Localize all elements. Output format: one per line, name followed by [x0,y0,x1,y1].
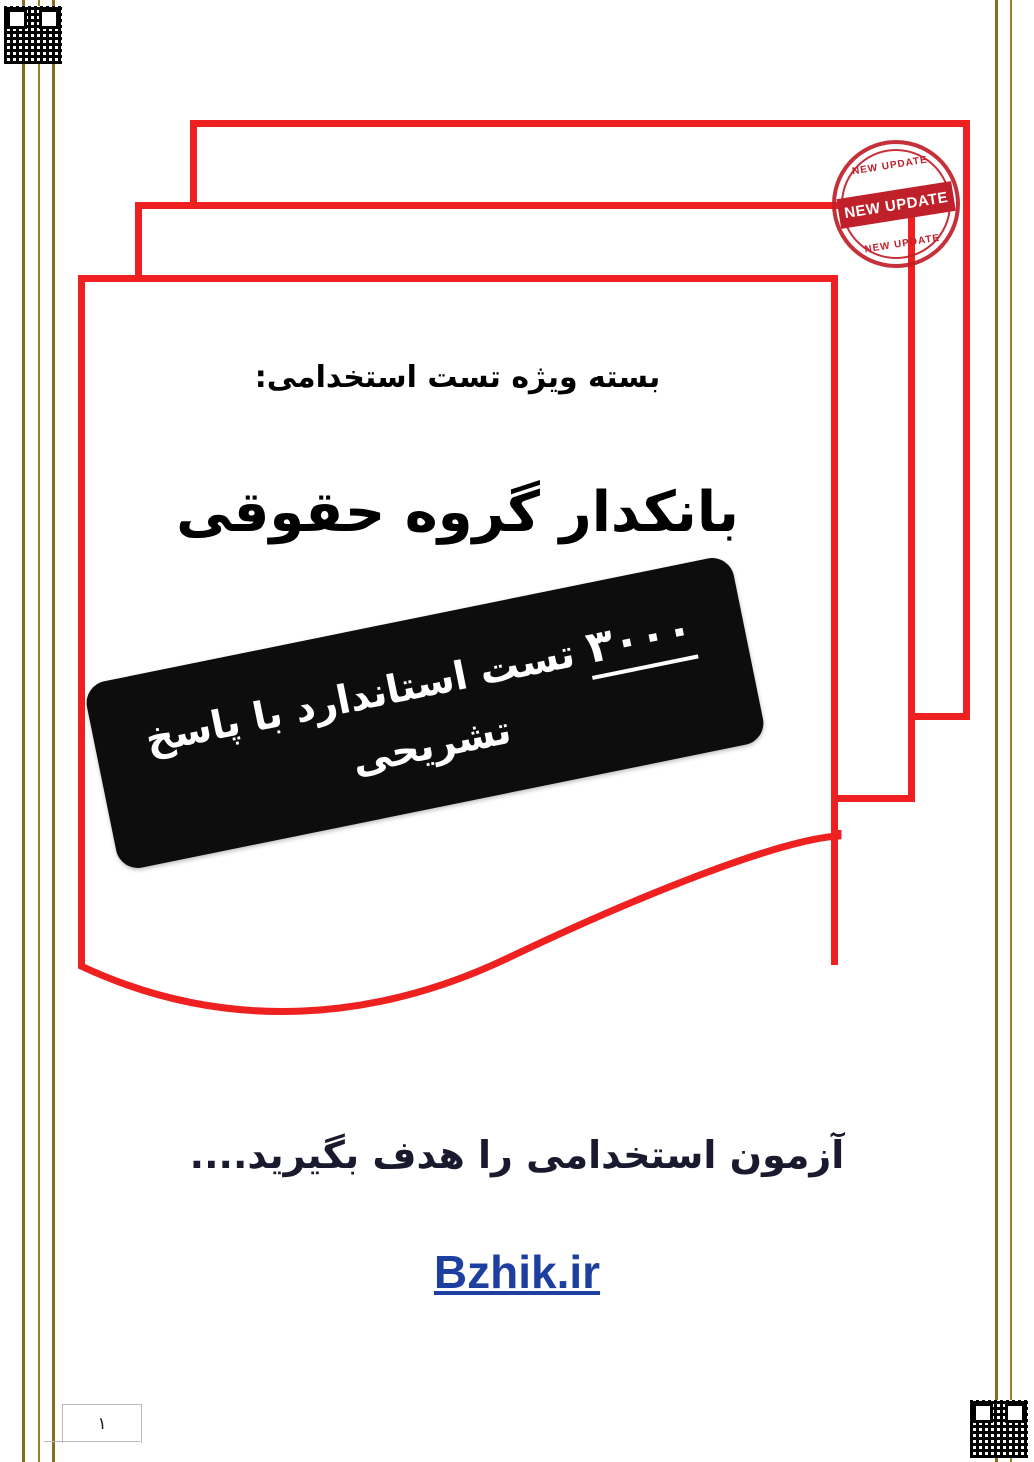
package-subtitle: بسته ویژه تست استخدامی: [254,360,661,395]
left-border-rule-3 [52,0,55,1462]
new-update-stamp-icon [823,131,969,277]
right-border-rule-1 [995,0,998,1462]
left-border-rule-2 [38,0,40,1462]
website-link[interactable]: Bzhik.ir [433,1246,601,1298]
page-number-rule [44,1441,140,1442]
stamp-arc-bottom-text: NEW UPDATE [863,232,941,256]
stamp-bar-text: NEW UPDATE [837,181,956,229]
qr-code-icon [970,1400,1028,1458]
page-number: ۱ [62,1404,142,1443]
stamp-arc-top-text: NEW UPDATE [851,154,929,178]
right-border-rule-2 [1010,0,1012,1462]
ribbon-description: تست استاندارد با پاسخ تشریحی [141,631,579,784]
tagline-text: آزمون استخدامی را هدف بگیرید.... [189,1133,845,1177]
ribbon-count-value: ۳۰۰۰ [582,602,699,679]
left-border-rule-1 [22,0,25,1462]
qr-code-icon [4,6,62,64]
page-title: بانکدار گروه حقوقی [176,480,739,545]
